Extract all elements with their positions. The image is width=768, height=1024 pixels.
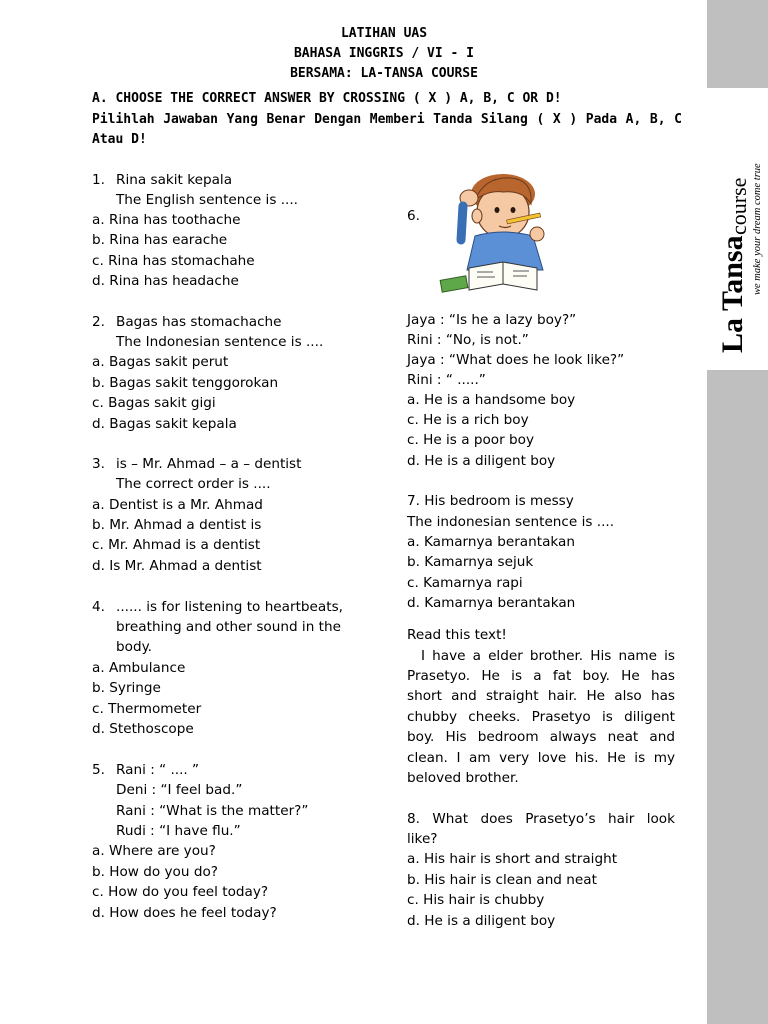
question-7-sub: The indonesian sentence is .... (407, 514, 615, 530)
option-7d[interactable]: d. Kamarnya berantakan (407, 595, 576, 611)
option-7b[interactable]: b. Kamarnya sejuk (407, 554, 534, 570)
header-course: BERSAMA: LA-TANSA COURSE (290, 66, 478, 81)
question-number: 3. (92, 456, 105, 472)
option-4b[interactable]: b. Syringe (92, 680, 161, 696)
instruction-indonesian: Pilihlah Jawaban Yang Benar Dengan Memberi Tanda Silang ( X ) Pada A, B, C Atau D! (92, 111, 682, 147)
reading-line-2: Prasetyo. He is a fat boy. He has (407, 668, 675, 684)
question-5-line3: Rani : “What is the matter?” (116, 803, 309, 819)
logo-tagline: we make your dream come true (752, 163, 763, 295)
option-4a[interactable]: a. Ambulance (92, 660, 186, 676)
header-subject: BAHASA INGGRIS / VI - I (293, 46, 474, 61)
question-3-sub: The correct order is .... (116, 476, 271, 492)
question-5-line4: Rudi : “I have flu.” (116, 823, 241, 839)
logo-brand: La Tansa (716, 235, 749, 353)
option-6c[interactable]: c. He is a poor boy (407, 432, 535, 448)
reading-line-4: chubby cheeks. Prasetyo is diligent (407, 709, 675, 725)
boy-studying-illustration (433, 170, 573, 310)
question-4-stem-line3: body. (116, 639, 153, 655)
question-1-sub: The English sentence is .... (116, 192, 299, 208)
reading-line-6: clean. I am very love his. He is my (407, 750, 675, 766)
option-8c[interactable]: c. His hair is chubby (407, 892, 545, 908)
reading-line-3: short and straight hair. He also has (407, 688, 675, 704)
header-title: LATIHAN UAS (340, 26, 428, 41)
option-3c[interactable]: c. Mr. Ahmad is a dentist (92, 537, 261, 553)
question-6-line4: Rini : “ .....” (407, 372, 486, 388)
question-8-stem: 8. What does Prasetyo’s hair look (407, 811, 675, 827)
option-2c[interactable]: c. Bagas sakit gigi (92, 395, 216, 411)
option-5a[interactable]: a. Where are you? (92, 843, 216, 859)
option-2a[interactable]: a. Bagas sakit perut (92, 354, 229, 370)
option-1c[interactable]: c. Rina has stomachahe (92, 253, 255, 269)
question-number: 4. (92, 599, 105, 615)
la-tansa-logo (716, 95, 766, 357)
question-6-line3: Jaya : “What does he look like?” (407, 352, 625, 368)
option-8a[interactable]: a. His hair is short and straight (407, 851, 618, 867)
option-7a[interactable]: a. Kamarnya berantakan (407, 534, 575, 550)
reading-line-5: boy. His bedroom always neat and (407, 729, 675, 745)
reading-line-1: I have a elder brother. His name is (421, 648, 675, 664)
option-4c[interactable]: c. Thermometer (92, 701, 202, 717)
question-6-line2: Rini : “No, is not.” (407, 332, 529, 348)
reading-line-7: beloved brother. (407, 770, 519, 786)
option-3d[interactable]: d. Is Mr. Ahmad a dentist (92, 558, 262, 574)
option-5c[interactable]: c. How do you feel today? (92, 884, 269, 900)
option-3a[interactable]: a. Dentist is a Mr. Ahmad (92, 497, 263, 513)
option-2d[interactable]: d. Bagas sakit kepala (92, 416, 237, 432)
option-5d[interactable]: d. How does he feel today? (92, 905, 277, 921)
question-text: Rina sakit kepala (116, 172, 233, 188)
sidebar-band-top (707, 0, 768, 88)
option-1b[interactable]: b. Rina has earache (92, 232, 228, 248)
option-8d[interactable]: d. He is a diligent boy (407, 913, 556, 929)
question-text: Rani : “ .... ” (116, 762, 200, 778)
option-4d[interactable]: d. Stethoscope (92, 721, 194, 737)
page-header (90, 24, 678, 84)
question-8-stem-line2: like? (407, 831, 438, 847)
question-2-sub: The Indonesian sentence is .... (116, 334, 324, 350)
option-7c[interactable]: c. Kamarnya rapi (407, 575, 523, 591)
instruction-english: A. CHOOSE THE CORRECT ANSWER BY CROSSING ( X ) A, B, C OR D! (92, 91, 562, 106)
option-8b[interactable]: b. His hair is clean and neat (407, 872, 597, 888)
option-6d[interactable]: d. He is a diligent boy (407, 453, 556, 469)
question-6-number: 6. (407, 208, 420, 224)
option-3b[interactable]: b. Mr. Ahmad a dentist is (92, 517, 262, 533)
question-text: Bagas has stomachache (116, 314, 282, 330)
instructions (92, 89, 682, 151)
sidebar-band-bottom (707, 370, 768, 1024)
sidebar (707, 0, 768, 1024)
option-2b[interactable]: b. Bagas sakit tenggorokan (92, 375, 279, 391)
option-1a[interactable]: a. Rina has toothache (92, 212, 241, 228)
question-text: is – Mr. Ahmad – a – dentist (116, 456, 302, 472)
option-5b[interactable]: b. How do you do? (92, 864, 218, 880)
question-text: ...... is for listening to heartbeats, (116, 599, 343, 615)
option-1d[interactable]: d. Rina has headache (92, 273, 239, 289)
question-4-stem-line2: breathing and other sound in the (116, 619, 341, 635)
question-number: 2. (92, 314, 105, 330)
question-number: 1. (92, 172, 105, 188)
question-6-line1: Jaya : “Is he a lazy boy?” (407, 312, 577, 328)
question-7-stem: 7. His bedroom is messy (407, 493, 574, 509)
option-6b[interactable]: c. He is a rich boy (407, 412, 529, 428)
reading-label: Read this text! (407, 627, 507, 643)
logo-word: course (726, 177, 751, 235)
question-number: 5. (92, 762, 105, 778)
question-5-line2: Deni : “I feel bad.” (116, 782, 243, 798)
option-6a[interactable]: a. He is a handsome boy (407, 392, 576, 408)
